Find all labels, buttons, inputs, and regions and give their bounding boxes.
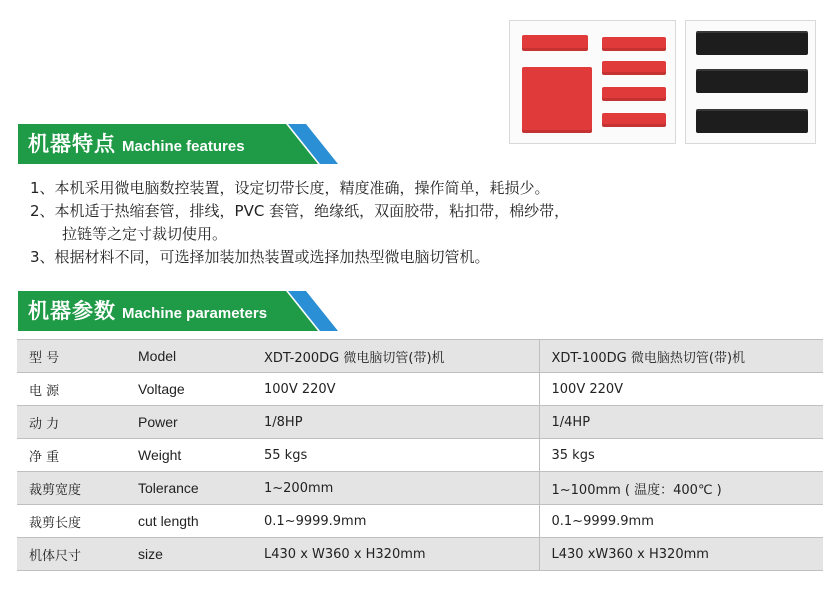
- red-tubing-photo: [509, 20, 676, 144]
- model-a-value: 55 kgs: [252, 439, 539, 472]
- model-b-value: 1/4HP: [539, 406, 823, 439]
- red-strip-4: [602, 87, 666, 101]
- row-label-zh: 裁剪宽度: [17, 472, 126, 505]
- params-header: [18, 291, 338, 331]
- row-label-en: Model: [126, 340, 252, 373]
- black-tubing-photo: [685, 20, 816, 144]
- red-strip-1: [522, 35, 588, 51]
- model-b-value: 35 kgs: [539, 439, 823, 472]
- model-a-value: XDT-200DG 微电脑切管(带)机: [252, 340, 539, 373]
- row-label-zh: 动 力: [17, 406, 126, 439]
- row-label-zh: 电 源: [17, 373, 126, 406]
- model-a-value: 1/8HP: [252, 406, 539, 439]
- red-strip-2: [602, 37, 666, 51]
- feature-item-continued: 拉链等之定寸裁切使用。: [62, 225, 228, 243]
- table-row: [17, 472, 823, 505]
- table-row: [17, 406, 823, 439]
- row-label-zh: 净 重: [17, 439, 126, 472]
- row-label-en: cut length: [126, 505, 252, 538]
- row-label-zh: 型 号: [17, 340, 126, 373]
- red-strip-3: [602, 61, 666, 75]
- table-row: [17, 505, 823, 538]
- row-label-en: Weight: [126, 439, 252, 472]
- model-a-value: 100V 220V: [252, 373, 539, 406]
- row-label-en: Tolerance: [126, 472, 252, 505]
- params-title-en: Machine parameters: [122, 305, 268, 322]
- red-strip-5: [602, 113, 666, 127]
- feature-item: 3、根据材料不同，可选择加装加热装置或选择加热型微电脑切管机。: [30, 248, 490, 266]
- features-title-en: Machine features: [122, 138, 245, 155]
- features-list: [30, 177, 710, 269]
- red-block: [522, 67, 592, 133]
- features-title-zh: 机器特点: [28, 132, 116, 156]
- row-label-zh: 机体尺寸: [17, 538, 126, 571]
- params-title-zh: 机器参数: [28, 299, 116, 323]
- model-b-value: 0.1~9999.9mm: [539, 505, 823, 538]
- black-tube-1: [696, 31, 808, 55]
- model-a-value: 0.1~9999.9mm: [252, 505, 539, 538]
- model-a-value: 1~200mm: [252, 472, 539, 505]
- table-row: [17, 373, 823, 406]
- feature-item: 1、本机采用微电脑数控装置，设定切带长度，精度准确，操作简单，耗损少。: [30, 179, 550, 197]
- model-b-value: 100V 220V: [539, 373, 823, 406]
- model-a-value: L430 x W360 x H320mm: [252, 538, 539, 571]
- table-row: [17, 538, 823, 571]
- row-label-en: Voltage: [126, 373, 252, 406]
- model-b-value: L430 xW360 x H320mm: [539, 538, 823, 571]
- feature-item: 2、本机适于热缩套管，排线，PVC 套管，绝缘纸，双面胶带，粘扣带，棉纱带，: [30, 202, 570, 220]
- model-b-value: 1~100mm ( 温度：400℃ ): [539, 472, 823, 505]
- table-row: [17, 439, 823, 472]
- features-header: [18, 124, 338, 164]
- row-label-en: Power: [126, 406, 252, 439]
- row-label-en: size: [126, 538, 252, 571]
- model-b-value: XDT-100DG 微电脑热切管(带)机: [539, 340, 823, 373]
- table-row: [17, 340, 823, 373]
- spec-table: [17, 339, 823, 571]
- black-tube-2: [696, 69, 808, 93]
- black-tube-3: [696, 109, 808, 133]
- row-label-zh: 裁剪长度: [17, 505, 126, 538]
